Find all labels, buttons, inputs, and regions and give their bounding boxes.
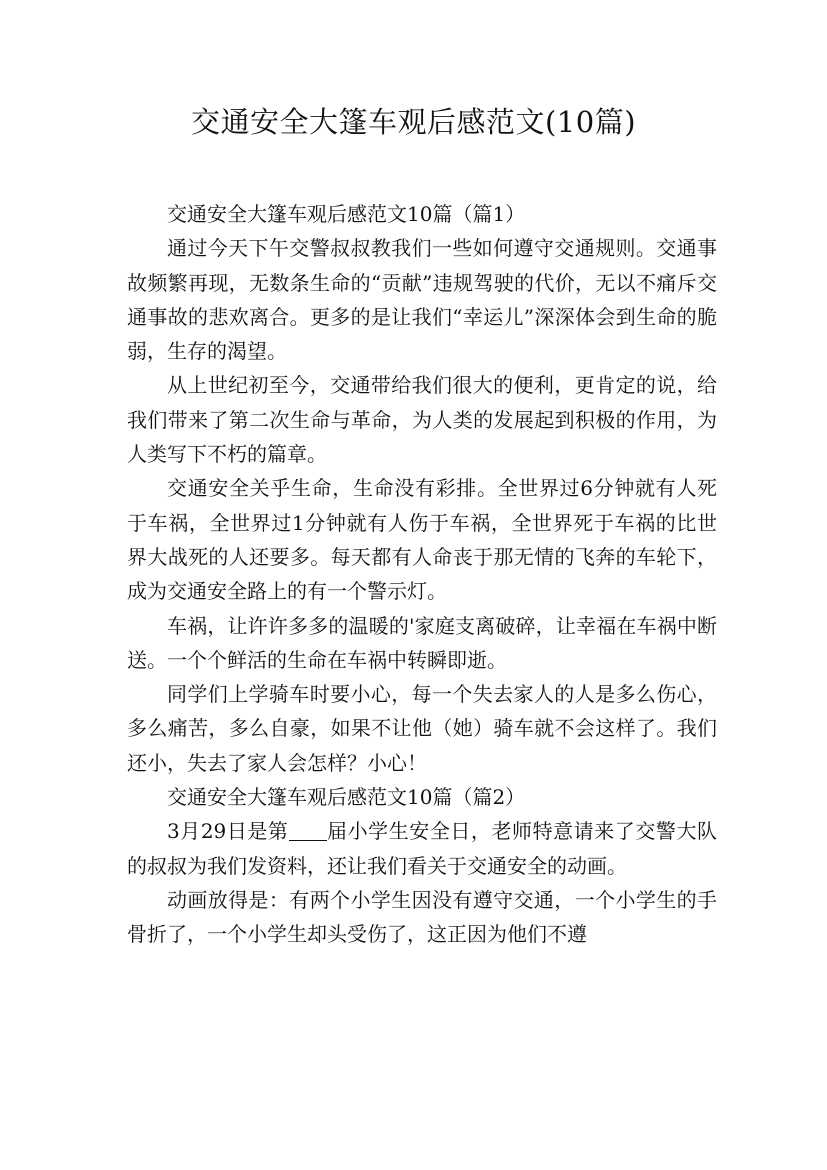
paragraph: 通过今天下午交警叔叔教我们一些如何遵守交通规则。交通事故频繁再现，无数条生命的“贡献”违规驾驶的代价，无以不痛斥交通事故的悲欢离合。更多的是让我们“幸运儿”深深体会到生命的脆弱，生存的渴望。	[127, 236, 717, 364]
paragraph: 交通安全关乎生命，生命没有彩排。全世界过6分钟就有人死于车祸，全世界过1分钟就有人伤于车祸，全世界死于车祸的比世界大战死的人还要多。每天都有人命丧于那无情的飞奔的车轮下，成为交通安全路上的有一个警示灯。	[127, 476, 717, 604]
document-body	[127, 197, 717, 952]
paragraph: 同学们上学骑车时要小心，每一个失去家人的人是多么伤心，多么痛苦，多么自豪，如果不让他（她）骑车就不会这样了。我们还小，失去了家人会怎样？小心！	[127, 682, 717, 775]
section-heading-1: 交通安全大篷车观后感范文10篇（篇1）	[167, 202, 526, 226]
paragraph-text: 届小学生安全日，老师特意请来了交警大队的叔叔为我们发资料，还让我们看关于交通安全的动画。	[127, 819, 717, 878]
document-title: 交通安全大篷车观后感范文(10篇)	[190, 105, 637, 139]
section-heading-2: 交通安全大篷车观后感范文10篇（篇2）	[167, 785, 526, 810]
paragraph: 动画放得是：有两个小学生因没有遵守交通，一个小学生的手骨折了，一个小学生却头受伤了，这正因为他们不遵	[127, 887, 717, 947]
paragraph: 从上世纪初至今，交通带给我们很大的便利，更肯定的说，给我们带来了第二次生命与革命，为人类的发展起到积极的作用，为人类写下不朽的篇章。	[127, 373, 717, 467]
paragraph: 车祸，让许许多多的温暖的'家庭支离破碎，让幸福在车祸中断送。一个个鲜活的生命在车祸中转瞬即逝。	[127, 613, 717, 672]
paragraph	[127, 814, 717, 883]
fill-in-blank	[289, 820, 327, 841]
paragraph-text: 3月29日是第	[167, 819, 289, 844]
